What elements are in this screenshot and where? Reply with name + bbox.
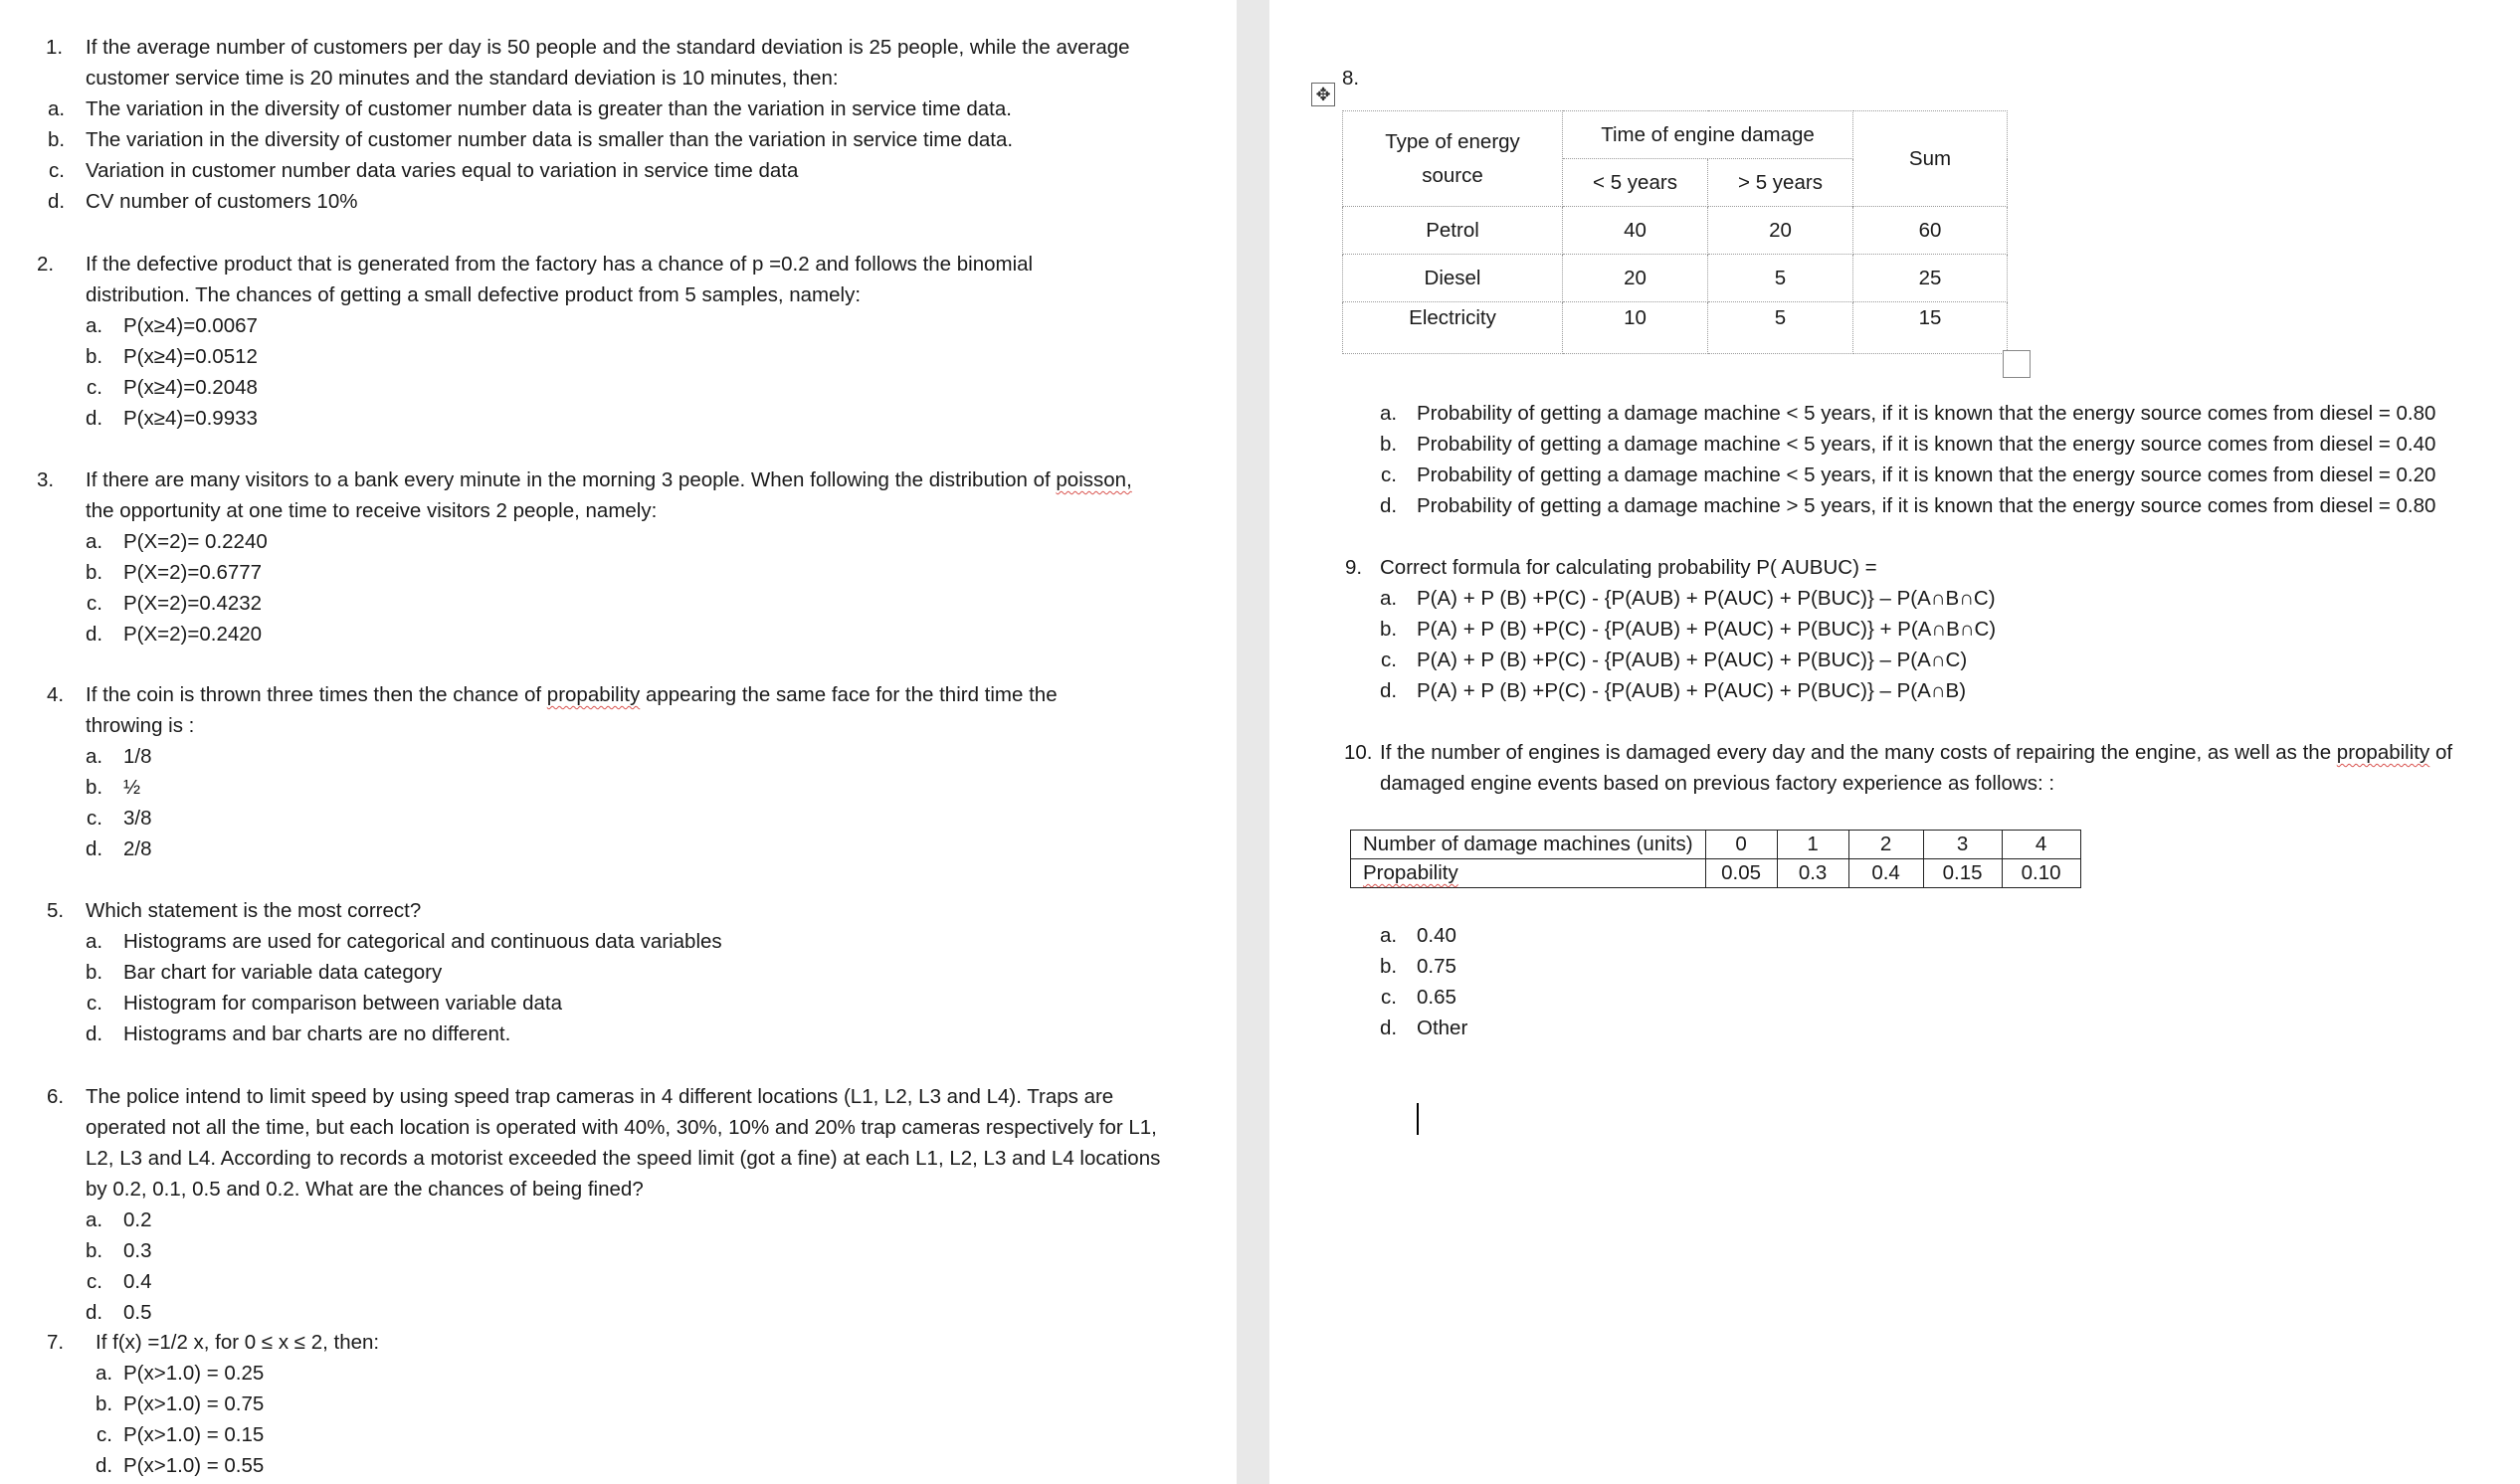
table-cell-unit: 0	[1705, 831, 1777, 859]
table-row	[1343, 207, 2008, 255]
probability-spellcheck-word[interactable]: Propability	[1363, 861, 1458, 884]
q1-option-d: CV number of customers 10%	[86, 190, 358, 213]
table-header-type-line2: source	[1422, 163, 1483, 187]
resize-handle-icon[interactable]	[2003, 350, 2031, 378]
q7-option-a-letter: a.	[96, 1362, 113, 1385]
q1-option-b-letter: b.	[48, 128, 66, 151]
q10-stem-line1	[1380, 737, 2452, 768]
table-cell-type: Electricity	[1343, 302, 1563, 354]
table-cell-sum: 15	[1853, 302, 2008, 354]
q3-option-d: P(X=2)=0.2420	[123, 623, 263, 646]
q8-option-c: Probability of getting a damage machine < 5 years, if it is known that the energy source comes from diesel = 0.20	[1417, 464, 2436, 486]
table-cell-prob: 0.15	[1923, 859, 2002, 888]
q8-number: 8.	[1342, 67, 1360, 90]
q9-option-c-letter: c.	[1381, 649, 1397, 671]
table-cell-prob: 0.3	[1777, 859, 1848, 888]
q8-option-a-letter: a.	[1380, 402, 1398, 425]
q2-option-d-letter: d.	[86, 407, 103, 430]
q6-stem-line1: The police intend to limit speed by using speed trap cameras in 4 different locations (L1, L2, L3 and L4). Traps are	[86, 1085, 1114, 1108]
q1-option-b: The variation in the diversity of customer number data is smaller than the variation in service time data.	[86, 128, 1014, 151]
q10-option-a: 0.40	[1417, 924, 1456, 947]
table-cell-over: 5	[1708, 255, 1853, 302]
q4-option-d-letter: d.	[86, 837, 103, 860]
q3-option-b-letter: b.	[86, 561, 103, 584]
q4-option-b-letter: b.	[86, 776, 103, 799]
q5-stem: Which statement is the most correct?	[86, 899, 422, 922]
q6-option-c-letter: c.	[87, 1270, 102, 1293]
q2-option-b: P(x≥4)=0.0512	[123, 345, 258, 368]
q7-option-b: P(x>1.0) = 0.75	[123, 1392, 265, 1415]
q8-option-d-letter: d.	[1380, 494, 1398, 517]
q4-option-a-letter: a.	[86, 745, 103, 768]
table-header-over-5: > 5 years	[1708, 159, 1853, 207]
q5-option-a-letter: a.	[86, 930, 103, 953]
q6-option-d: 0.5	[123, 1301, 152, 1324]
table-header-under-5: < 5 years	[1563, 159, 1708, 207]
q2-option-c-letter: c.	[87, 376, 102, 399]
q6-option-a: 0.2	[123, 1208, 152, 1231]
q9-number: 9.	[1345, 556, 1363, 579]
q9-option-b-letter: b.	[1380, 618, 1398, 641]
q10-spellcheck-word[interactable]: propability	[2336, 741, 2430, 764]
table-cell-unit: 3	[1923, 831, 2002, 859]
q3-stem-text: If there are many visitors to a bank every minute in the morning 3 people. When following the distribution of	[86, 468, 1057, 491]
q4-spellcheck-word[interactable]: propability	[546, 683, 641, 706]
table-cell-type: Diesel	[1343, 255, 1563, 302]
q3-stem-line1	[86, 464, 1132, 495]
move-arrows-icon[interactable]: ✥	[1311, 83, 1335, 106]
q1-option-c: Variation in customer number data varies equal to variation in service time data	[86, 159, 799, 182]
q10-option-c: 0.65	[1417, 986, 1456, 1009]
table-cell-prob: 0.4	[1848, 859, 1923, 888]
q1-number: 1.	[46, 36, 64, 59]
q10-option-d-letter: d.	[1380, 1017, 1398, 1039]
q9-stem: Correct formula for calculating probability P( AUBUC) =	[1380, 556, 1877, 579]
q5-option-c-letter: c.	[87, 992, 102, 1015]
q8-option-b-letter: b.	[1380, 433, 1398, 456]
q6-option-c: 0.4	[123, 1270, 152, 1293]
table-cell-unit: 2	[1848, 831, 1923, 859]
q2-option-c: P(x≥4)=0.2048	[123, 376, 258, 399]
q6-option-a-letter: a.	[86, 1208, 103, 1231]
q6-option-b: 0.3	[123, 1239, 152, 1262]
q7-stem: If f(x) =1/2 x, for 0 ≤ x ≤ 2, then:	[96, 1331, 380, 1354]
page-gutter	[1237, 0, 1269, 1484]
table-row-label-units: Number of damage machines (units)	[1351, 831, 1706, 859]
q5-option-a: Histograms are used for categorical and continuous data variables	[123, 930, 722, 953]
q9-option-c: P(A) + P (B) +P(C) - {P(AUB) + P(AUC) + P(BUC)} – P(A∩C)	[1417, 649, 1968, 671]
q5-option-b-letter: b.	[86, 961, 103, 984]
table-cell-under: 40	[1563, 207, 1708, 255]
q6-stem-line4: by 0.2, 0.1, 0.5 and 0.2. What are the chances of being fined?	[86, 1178, 644, 1201]
table-cell-sum: 25	[1853, 255, 2008, 302]
q10-option-a-letter: a.	[1380, 924, 1398, 947]
table-row	[1351, 831, 2081, 859]
text-cursor[interactable]	[1417, 1103, 1419, 1135]
q4-option-c: 3/8	[123, 807, 152, 830]
q1-option-a-letter: a.	[48, 97, 66, 120]
q2-number: 2.	[37, 253, 55, 276]
q6-number: 6.	[47, 1085, 65, 1108]
q10-stem-text-b: of	[2429, 741, 2453, 764]
q7-option-c: P(x>1.0) = 0.15	[123, 1423, 265, 1446]
q5-option-d-letter: d.	[86, 1022, 103, 1045]
left-page	[0, 0, 1237, 1484]
q10-option-b: 0.75	[1417, 955, 1456, 978]
q5-option-b: Bar chart for variable data category	[123, 961, 443, 984]
damage-probability-table	[1350, 830, 2081, 888]
q4-stem-line2: throwing is :	[86, 714, 195, 737]
table-header-time: Time of engine damage	[1563, 111, 1853, 159]
q10-option-d: Other	[1417, 1017, 1468, 1039]
q9-option-b: P(A) + P (B) +P(C) - {P(AUB) + P(AUC) + P(BUC)} + P(A∩B∩C)	[1417, 618, 1997, 641]
q4-option-c-letter: c.	[87, 807, 102, 830]
q6-option-d-letter: d.	[86, 1301, 103, 1324]
table-cell-prob: 0.05	[1705, 859, 1777, 888]
q7-number: 7.	[47, 1331, 65, 1354]
q3-number: 3.	[37, 468, 55, 491]
q10-option-b-letter: b.	[1380, 955, 1398, 978]
q1-option-d-letter: d.	[48, 190, 66, 213]
q5-option-d: Histograms and bar charts are no different.	[123, 1022, 511, 1045]
q3-option-a-letter: a.	[86, 530, 103, 553]
q9-option-a: P(A) + P (B) +P(C) - {P(AUB) + P(AUC) + P(BUC)} – P(A∩B∩C)	[1417, 587, 1996, 610]
q3-spellcheck-word[interactable]: poisson,	[1056, 468, 1132, 491]
q2-stem-line1: If the defective product that is generated from the factory has a chance of p =0.2 and follows the binomial	[86, 253, 1034, 276]
table-cell-under: 20	[1563, 255, 1708, 302]
q4-option-a: 1/8	[123, 745, 152, 768]
q3-stem-line2: the opportunity at one time to receive visitors 2 people, namely:	[86, 499, 658, 522]
table-cell-type: Petrol	[1343, 207, 1563, 255]
q3-option-b: P(X=2)=0.6777	[123, 561, 263, 584]
q2-stem-line2: distribution. The chances of getting a small defective product from 5 samples, namely:	[86, 283, 862, 306]
q6-option-b-letter: b.	[86, 1239, 103, 1262]
q10-option-c-letter: c.	[1381, 986, 1397, 1009]
q6-stem-line2: operated not all the time, but each location is operated with 40%, 30%, 10% and 20% trap cameras respectively for L1,	[86, 1116, 1157, 1139]
table-cell-sum: 60	[1853, 207, 2008, 255]
q4-stem-text-a: If the coin is thrown three times then the chance of	[86, 683, 547, 706]
q7-option-c-letter: c.	[97, 1423, 112, 1446]
q7-option-b-letter: b.	[96, 1392, 113, 1415]
q1-stem-line1: If the average number of customers per day is 50 people and the standard deviation is 25 people, while the average	[86, 36, 1130, 59]
q3-option-c-letter: c.	[87, 592, 102, 615]
q9-option-a-letter: a.	[1380, 587, 1398, 610]
q9-option-d: P(A) + P (B) +P(C) - {P(AUB) + P(AUC) + P(BUC)} – P(A∩B)	[1417, 679, 1967, 702]
q7-option-d-letter: d.	[96, 1454, 113, 1477]
q8-option-a: Probability of getting a damage machine < 5 years, if it is known that the energy source comes from diesel = 0.80	[1417, 402, 2436, 425]
energy-damage-table	[1342, 110, 2008, 354]
table-row	[1351, 859, 2081, 888]
table-row	[1343, 255, 2008, 302]
q8-option-d: Probability of getting a damage machine > 5 years, if it is known that the energy source comes from diesel = 0.80	[1417, 494, 2436, 517]
q5-number: 5.	[47, 899, 65, 922]
table-header-type-line1: Type of energy	[1385, 129, 1520, 153]
q4-option-b: ½	[123, 776, 141, 799]
table-header-type	[1343, 111, 1563, 207]
q2-option-a: P(x≥4)=0.0067	[123, 314, 258, 337]
table-cell-over: 5	[1708, 302, 1853, 354]
q1-option-c-letter: c.	[49, 159, 65, 182]
q4-option-d: 2/8	[123, 837, 152, 860]
q6-stem-line3: L2, L3 and L4. According to records a motorist exceeded the speed limit (got a fine) at each L1, L2, L3 and L4 locations	[86, 1147, 1161, 1170]
q4-stem-text-b: appearing the same face for the third time the	[640, 683, 1058, 706]
table-cell-under: 10	[1563, 302, 1708, 354]
q2-option-a-letter: a.	[86, 314, 103, 337]
q4-number: 4.	[47, 683, 65, 706]
q5-option-c: Histogram for comparison between variable data	[123, 992, 562, 1015]
q8-option-c-letter: c.	[1381, 464, 1397, 486]
q3-option-d-letter: d.	[86, 623, 103, 646]
q7-option-a: P(x>1.0) = 0.25	[123, 1362, 265, 1385]
q10-stem-text-a: If the number of engines is damaged every day and the many costs of repairing the engine, as well as the	[1380, 741, 2337, 764]
q10-stem-line2: damaged engine events based on previous factory experience as follows: :	[1380, 772, 2055, 795]
q10-number: 10.	[1344, 741, 1373, 764]
table-cell-over: 20	[1708, 207, 1853, 255]
table-cell-unit: 1	[1777, 831, 1848, 859]
table-cell-prob: 0.10	[2002, 859, 2080, 888]
q2-option-b-letter: b.	[86, 345, 103, 368]
table-row	[1343, 302, 2008, 354]
q8-option-b: Probability of getting a damage machine < 5 years, if it is known that the energy source comes from diesel = 0.40	[1417, 433, 2436, 456]
q3-option-c: P(X=2)=0.4232	[123, 592, 263, 615]
q7-option-d: P(x>1.0) = 0.55	[123, 1454, 265, 1477]
q9-option-d-letter: d.	[1380, 679, 1398, 702]
q1-stem-line2: customer service time is 20 minutes and the standard deviation is 10 minutes, then:	[86, 67, 839, 90]
q2-option-d: P(x≥4)=0.9933	[123, 407, 258, 430]
q1-option-a: The variation in the diversity of customer number data is greater than the variation in service time data.	[86, 97, 1012, 120]
q3-option-a: P(X=2)= 0.2240	[123, 530, 268, 553]
table-cell-unit: 4	[2002, 831, 2080, 859]
q4-stem-line1	[86, 679, 1058, 710]
table-row-label-probability	[1351, 859, 1706, 888]
table-header-sum: Sum	[1853, 111, 2008, 207]
